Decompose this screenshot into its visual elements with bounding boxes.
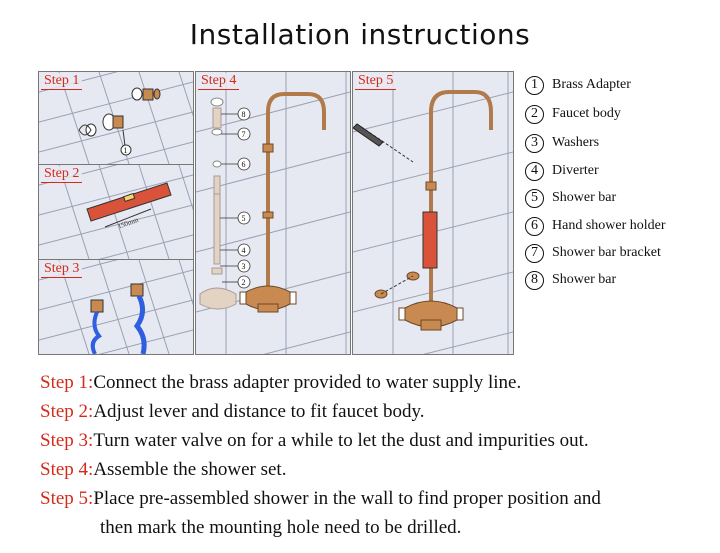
drill-icon <box>353 124 383 146</box>
legend-number: 6 <box>525 217 544 236</box>
step4-label: Step 4 <box>198 73 239 90</box>
instruction-text: Assemble the shower set. <box>93 459 287 480</box>
legend-label: Shower bar <box>552 272 617 287</box>
instruction-text: Adjust lever and distance to fit faucet body. <box>93 401 425 422</box>
legend-item <box>525 74 631 96</box>
legend-label: Shower bar <box>552 190 617 205</box>
legend-label: Shower bar bracket <box>552 245 661 260</box>
step2-dimension-label: 150mm <box>116 215 140 231</box>
instruction-step-label: Step 3: <box>40 430 94 451</box>
step1-label: Step 1 <box>41 73 82 90</box>
step4-panel <box>195 71 351 355</box>
legend-number: 8 <box>525 271 544 290</box>
legend-label: Faucet body <box>552 106 621 121</box>
legend-number: 2 <box>525 105 544 124</box>
step2-panel <box>38 164 194 260</box>
step4-callout-7: 7 <box>241 130 246 139</box>
step3-panel <box>38 259 194 355</box>
step4-callout-4: 4 <box>241 246 246 255</box>
legend-item <box>525 103 621 125</box>
legend-label: Diverter <box>552 163 599 178</box>
legend-number: 3 <box>525 134 544 153</box>
exploded-parts <box>200 108 236 309</box>
page-title: Installation instructions <box>189 18 531 51</box>
instruction-item <box>40 459 286 481</box>
shower-bar-icon <box>431 92 491 312</box>
legend-item <box>525 132 599 154</box>
water-flow-right <box>137 296 144 354</box>
instruction-step-label: Step 1: <box>40 372 94 393</box>
legend-item <box>525 215 666 237</box>
instruction-item <box>40 372 521 394</box>
legend-number: 7 <box>525 244 544 263</box>
step4-callout-6: 6 <box>241 160 246 169</box>
instruction-step-label: Step 5: <box>40 488 94 509</box>
step4-callout-3: 3 <box>241 262 246 271</box>
instruction-item <box>40 401 424 423</box>
instruction-text: Place pre-assembled shower in the wall to find proper position and <box>93 488 601 509</box>
legend-label: Washers <box>552 135 600 150</box>
legend-number: 4 <box>525 162 544 181</box>
step5-label: Step 5 <box>355 73 396 90</box>
legend-item <box>525 269 616 291</box>
water-flow-left <box>93 312 99 354</box>
step5-panel <box>352 71 514 355</box>
step5-illustration <box>353 72 513 354</box>
brass-adapter-left-icon <box>79 114 123 136</box>
level-on-bar-icon <box>423 212 437 268</box>
level-tool-icon <box>87 183 171 221</box>
instruction-item <box>40 430 589 452</box>
step4-callout-8: 8 <box>241 110 246 119</box>
legend-label: Brass Adapter <box>552 77 631 92</box>
step4-illustration <box>196 72 350 354</box>
instruction-step-label: Step 4: <box>40 459 94 480</box>
legend-item <box>525 242 661 264</box>
legend-number: 5 <box>525 189 544 208</box>
legend-label: Hand shower holder <box>552 218 666 233</box>
instruction-text: Connect the brass adapter provided to water supply line. <box>93 372 522 393</box>
instruction-item <box>40 488 601 510</box>
assembled-shower-icon <box>268 94 324 304</box>
legend-item <box>525 187 616 209</box>
step1-panel <box>38 71 194 165</box>
instruction-step-label: Step 2: <box>40 401 94 422</box>
step2-label: Step 2 <box>41 166 82 183</box>
instruction-text: Turn water valve on for a while to let the dust and impurities out. <box>93 430 589 451</box>
step4-callout-2: 2 <box>241 278 246 287</box>
step1-callout-1: 1 <box>123 146 128 155</box>
instruction-continuation: then mark the mounting hole need to be drilled. <box>100 517 462 538</box>
step3-label: Step 3 <box>41 261 82 278</box>
legend-number: 1 <box>525 76 544 95</box>
supply-adapter-left-icon <box>91 300 103 312</box>
brass-adapter-right-icon <box>132 88 160 100</box>
supply-adapter-right-icon <box>131 284 143 296</box>
legend-item <box>525 160 599 182</box>
step4-callout-5: 5 <box>241 214 246 223</box>
